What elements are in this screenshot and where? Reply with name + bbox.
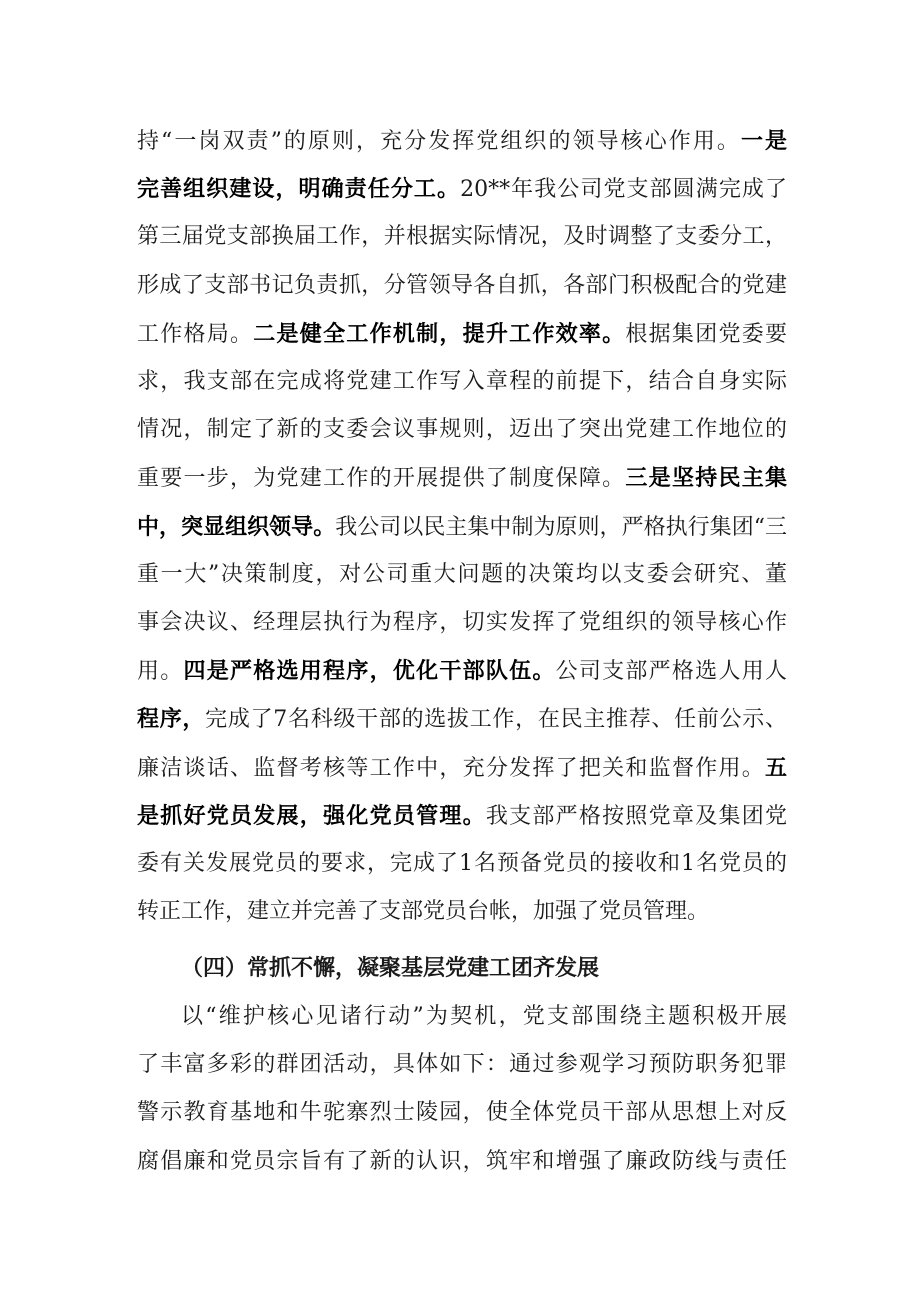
bold-text-run: 中，突显组织领导。 [137, 513, 336, 540]
text-run: 我支部严格按照党章及集团党 [485, 803, 787, 829]
text-line [137, 1092, 787, 1134]
text-line [137, 650, 787, 692]
text-run: 根据集团党委要 [625, 321, 787, 347]
section-heading: （四）常抓不懈，凝聚基层党建工团齐发展 [181, 955, 600, 981]
text-run: 廉洁谈话、监督考核等工作中，充分发挥了把关和监督作用。 [137, 755, 765, 781]
text-line [137, 361, 787, 403]
text-line [137, 265, 787, 307]
bold-text-run: 是抓好党员发展，强化党员管理。 [137, 802, 486, 829]
bold-text-run: 二是健全工作机制，提升工作效率。 [253, 320, 626, 347]
bold-text-run: 三是坚持民主集 [625, 465, 787, 492]
text-run: 求，我支部在完成将党建工作写入章程的前提下，结合自身实际 [137, 369, 787, 394]
text-run: 公司支部严格选人用人 [555, 659, 787, 685]
text-run: 了丰富多彩的群团活动，具体如下：通过参观学习预防职务犯罪 [137, 1052, 787, 1078]
text-run: 完成了7名科级干部的选拔工作，在民主推荐、任前公示、 [205, 707, 787, 733]
text-line [137, 1141, 787, 1183]
text-run: 转正工作，建立并完善了支部党员台帐，加强了党员管理。 [137, 899, 710, 925]
text-run: 20**年我公司党支部圆满完成了 [460, 177, 787, 203]
text-line [137, 168, 787, 210]
text-run: 重一大”决策制度，对公司重大问题的决策均以支委会研究、董 [137, 561, 787, 587]
text-run: 以“维护核心见诸行动”为契机，党支部围绕主题积极开展 [181, 1004, 787, 1029]
text-line [137, 843, 787, 885]
text-line [137, 457, 787, 499]
text-run: 持“一岗双责”的原则，充分发挥党组织的领导核心作用。 [137, 129, 741, 154]
text-line [137, 1044, 787, 1086]
text-line [137, 795, 787, 837]
text-run: 第三届党支部换届工作，并根据实际情况，及时调整了支委分工， [137, 224, 787, 250]
text-line [137, 313, 787, 355]
text-run: 警示教育基地和牛驼寨烈士陵园，使全体党员干部从思想上对反 [137, 1100, 787, 1126]
text-run: 形成了支部书记负责抓，分管领导各自抓，各部门积极配合的党建 [137, 272, 787, 298]
text-line [137, 747, 787, 789]
text-run: 重要一步，为党建工作的开展提供了制度保障。 [137, 466, 626, 492]
text-line [137, 698, 787, 740]
text-run: 我公司以民主集中制为原则，严格执行集团“三 [335, 514, 787, 540]
text-line [137, 506, 787, 548]
text-line [137, 554, 787, 596]
bold-text-run: 五 [764, 754, 787, 781]
text-run: 情况，制定了新的支委会议事规则，迈出了突出党建工作地位的 [137, 417, 787, 443]
text-line [181, 996, 787, 1038]
bold-text-run: 程序， [137, 706, 206, 733]
text-line [137, 602, 787, 644]
text-line [137, 216, 787, 258]
bold-text-run: 一是 [740, 128, 787, 154]
text-line [137, 891, 787, 933]
text-run: 委有关发展党员的要求，完成了1名预备党员的接收和1名党员的 [137, 851, 787, 876]
text-run: 工作格局。 [137, 321, 254, 347]
bold-text-run: 四是严格选用程序，优化干部队伍。 [183, 658, 556, 685]
bold-text-run: 完善组织建设，明确责任分工。 [137, 176, 461, 203]
text-run: 用。 [137, 659, 184, 685]
text-run: 事会决议、经理层执行为程序，切实发挥了党组织的领导核心作 [137, 610, 787, 635]
text-run: 腐倡廉和党员宗旨有了新的认识，筑牢和增强了廉政防线与责任 [137, 1148, 787, 1174]
text-line [137, 120, 787, 162]
text-line [137, 409, 787, 451]
